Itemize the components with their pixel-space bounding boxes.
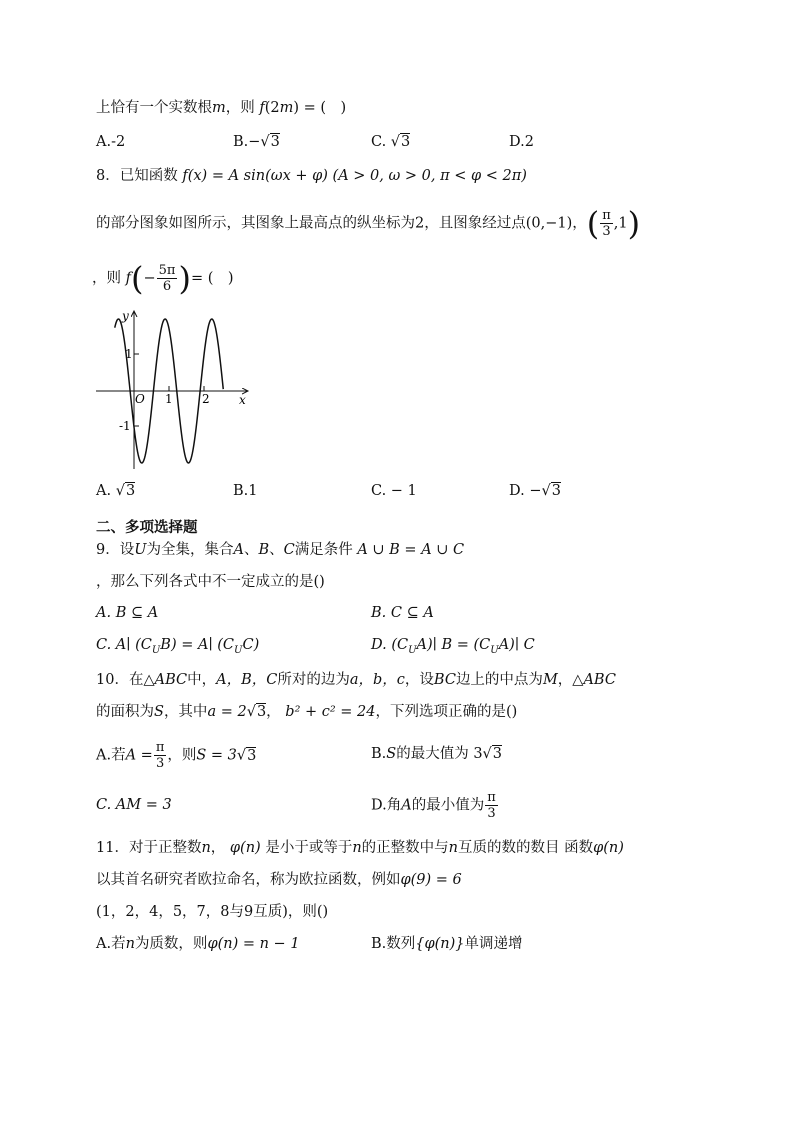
q10-option-a: A.若A = $\frac{\pi}{3}$ ，则S = 3√3 bbox=[96, 740, 257, 771]
q7-text: 上恰有一个实数根 bbox=[96, 100, 212, 116]
q10-opt-d-pre: D.角 bbox=[371, 797, 402, 814]
q11-l1c: 是小于或等于 bbox=[265, 840, 353, 856]
q9-opt-c-mid: B) = A∣ (C bbox=[160, 637, 235, 653]
q11-stem-line1 bbox=[96, 838, 624, 858]
q10-l2b: ，其中 bbox=[163, 704, 208, 720]
q8-line3-minus: − bbox=[143, 270, 156, 287]
q10-stem-line2: 的面积为S，其中a = 2√3， b² + c² = 24，下列选项正确的是() bbox=[96, 704, 518, 720]
q11-n3: n bbox=[448, 840, 459, 856]
q11-ex: φ(9) = 6 bbox=[400, 872, 462, 888]
q11-l1d: 的正整数中与 bbox=[361, 840, 449, 856]
q10-opt-b-pre: B. bbox=[371, 746, 387, 762]
origin-label: O bbox=[135, 392, 145, 406]
q10-opt-d-frac: $\frac{\pi}{3}$ bbox=[487, 790, 496, 821]
q11-opt-b-txt: 单调递增 bbox=[464, 936, 523, 952]
section-title: 二、多项选择题 bbox=[96, 520, 198, 536]
q10-tri2: △ABC bbox=[572, 672, 616, 688]
q8-comma: ， bbox=[572, 215, 587, 232]
q9-dot1: 、 bbox=[243, 542, 259, 558]
q10-l1f: ， bbox=[557, 672, 573, 688]
q9-A: A bbox=[233, 542, 244, 558]
q8-option-c: C. − 1 bbox=[371, 483, 417, 499]
q10-l1c: 所对的边为 bbox=[277, 672, 350, 688]
q10-S: S bbox=[154, 704, 164, 720]
q10-l1e: 边上的中点为 bbox=[455, 672, 543, 688]
q8-option-a: A. √3 bbox=[96, 483, 136, 499]
q10-M: M bbox=[542, 672, 558, 688]
q7-sep: ，则 bbox=[225, 100, 255, 116]
q10-opt-a-rad: 3 bbox=[247, 747, 257, 764]
q10-l2c: ， bbox=[266, 704, 281, 720]
q11-n: n bbox=[201, 840, 211, 856]
q9-opt-c-sub1: U bbox=[151, 644, 161, 656]
q10-opt-a-mid: ，则 bbox=[167, 747, 197, 764]
q11-opt-a-txt: 为质数，则 bbox=[134, 936, 208, 952]
q9-option-b: B. C ⊆ A bbox=[371, 605, 434, 621]
q7-arg: (2 bbox=[264, 100, 280, 116]
q8-line3-tail: = ( ) bbox=[190, 270, 234, 287]
q9-t2: 满足条件 bbox=[294, 542, 353, 558]
q11-l2: 以其首名研究者欧拉命名，称为欧拉函数，例如 bbox=[96, 872, 401, 888]
tick-x2-label: 2 bbox=[202, 392, 210, 406]
q10-l1a: 10．在 bbox=[96, 672, 144, 688]
q8-opt-a-rad: 3 bbox=[125, 483, 136, 499]
q10-opt-a-pre: A.若 bbox=[96, 747, 126, 764]
y-axis-label: y bbox=[122, 309, 129, 323]
q7-option-d: D.2 bbox=[509, 134, 534, 150]
q7-opt-b-label: B. bbox=[233, 134, 249, 150]
q10-opt-d-A: A bbox=[401, 797, 412, 814]
q9-opt-d-sub2: U bbox=[490, 644, 499, 656]
q11-l1b: ， bbox=[210, 840, 226, 856]
q10-opt-b-txt: 的最大值为 bbox=[396, 746, 469, 762]
q10-opt-b-S: S bbox=[386, 746, 397, 762]
q11-n2: n bbox=[352, 840, 362, 856]
q10-opt-d-txt: 的最小值为 bbox=[411, 797, 485, 814]
q8-opt-d-minus: − bbox=[529, 483, 542, 499]
q11-phin: φ(n) bbox=[229, 840, 261, 856]
q9-t1: 为全集，集合 bbox=[146, 542, 234, 558]
q8-opt-d-label: D. bbox=[509, 483, 525, 499]
q7-stem-line bbox=[96, 98, 346, 118]
q9-opt-c-sub2: U bbox=[234, 644, 243, 656]
q11-option-a bbox=[96, 934, 300, 954]
q11-stem-line3: (1，2，4，5，7，8与9互质)，则() bbox=[96, 904, 329, 920]
q10-abc: A，B，C bbox=[216, 672, 278, 688]
q9-stem-line2: ，那么下列各式中不一定成立的是() bbox=[96, 574, 325, 590]
q10-a-eq: a = 2 bbox=[207, 704, 247, 720]
q10-opt-a-S: S = 3 bbox=[196, 747, 237, 764]
q7-option-b: B.−√3 bbox=[233, 134, 280, 150]
q10-l1d: ，设 bbox=[404, 672, 434, 688]
q9-opt-c-end: C) bbox=[242, 637, 260, 653]
q7-var-m: m bbox=[212, 100, 226, 116]
q8-option-b: B.1 bbox=[233, 483, 258, 499]
q10-tri: △ABC bbox=[143, 672, 188, 688]
sine-graph bbox=[92, 305, 254, 471]
q9-U: U bbox=[134, 542, 147, 558]
q8-line2b: ，且图象经过点 bbox=[424, 215, 526, 232]
q9-opt-d-end: A)∣ C bbox=[498, 637, 535, 653]
q11-phin2: φ(n) bbox=[593, 840, 624, 856]
q10-opt-b-val: 3 bbox=[473, 746, 483, 762]
q8-opt-a-label: A. bbox=[96, 483, 112, 499]
q7-f: f bbox=[259, 100, 265, 116]
q9-cond: A ∪ B = A ∪ C bbox=[357, 542, 465, 558]
q8-stem-line1 bbox=[96, 166, 527, 186]
q10-l2a: 的面积为 bbox=[96, 704, 154, 720]
q8-pt2-tail: ,1 bbox=[613, 215, 628, 232]
q7-opt-c-label: C. bbox=[371, 134, 387, 150]
q10-BC: BC bbox=[433, 672, 456, 688]
q10-option-b: B.S的最大值为 3√3 bbox=[371, 746, 503, 762]
q9-option-c bbox=[96, 635, 259, 661]
q8-opt-d-rad: 3 bbox=[551, 483, 561, 499]
q7-option-a: A.-2 bbox=[96, 134, 126, 150]
q8-max: 2 bbox=[415, 215, 425, 232]
tick-ym1-label: -1 bbox=[119, 419, 131, 433]
q8-stem-line3: ，则 f(− $\frac{5\pi}{6}$ )= ( ) bbox=[92, 259, 234, 298]
q10-sides: a，b，c bbox=[349, 672, 405, 688]
q8-stem-line2: 的部分图象如图所示，其图象上最高点的纵坐标为2，且图象经过点(0,−1)，( $\frac{\pi}{3}$ ,1) bbox=[96, 204, 641, 243]
q8-line2: 的部分图象如图所示，其图象上最高点的纵坐标为 bbox=[96, 215, 415, 232]
q8-cond: (A > 0, ω > 0, π < φ < 2π) bbox=[332, 168, 527, 184]
q11-stem-line2 bbox=[96, 870, 462, 890]
q8-x: (x) bbox=[187, 168, 208, 184]
q9-opt-d-sub1: U bbox=[408, 644, 417, 656]
x-axis-label: x bbox=[239, 393, 246, 407]
q11-l1e: 互质的数的数目 函数 bbox=[458, 840, 594, 856]
q11-opt-a-n: n bbox=[125, 936, 135, 952]
q9-option-a: A. B ⊆ A bbox=[96, 605, 159, 621]
q10-a-rad: 3 bbox=[256, 704, 267, 720]
tick-y1-label: 1 bbox=[125, 347, 133, 361]
q8-line3a: ，则 bbox=[92, 270, 121, 287]
q11-opt-b-seq: {φ(n)} bbox=[415, 936, 465, 952]
q11-l1a: 11．对于正整数 bbox=[96, 840, 202, 856]
q9-C: C bbox=[283, 542, 295, 558]
q7-opt-b-minus: − bbox=[248, 134, 261, 150]
q10-l2d: ，下列选项正确的是() bbox=[375, 704, 518, 720]
q10-stem-line1 bbox=[96, 670, 616, 690]
q10-l1b: 中， bbox=[187, 672, 217, 688]
q11-opt-a-pre: A.若 bbox=[96, 936, 126, 952]
q8-f: f bbox=[182, 168, 188, 184]
q7-option-c: C. √3 bbox=[371, 134, 411, 150]
q9-stem-line1 bbox=[96, 540, 464, 560]
q7-opt-b-rad: 3 bbox=[270, 134, 280, 150]
q8-num: 8．已知函数 bbox=[96, 168, 178, 184]
q9-option-d bbox=[371, 635, 535, 661]
q7-opt-c-rad: 3 bbox=[401, 134, 411, 150]
q8-pt2-frac: $\frac{\pi}{3}$ bbox=[602, 208, 611, 239]
q8-line3-f: f bbox=[125, 270, 131, 287]
q8-option-d: D. −√3 bbox=[509, 483, 561, 499]
q9-num: 9．设 bbox=[96, 542, 135, 558]
q8-eq: = A sin(ωx + φ) bbox=[211, 168, 328, 184]
q10-opt-a-A: A = bbox=[125, 747, 153, 764]
q11-option-b bbox=[371, 934, 523, 954]
tick-x1-label: 1 bbox=[165, 392, 173, 406]
q11-opt-b-pre: B.数列 bbox=[371, 936, 416, 952]
q9-B: B bbox=[258, 542, 270, 558]
q8-arg-frac: $\frac{5\pi}{6}$ bbox=[158, 263, 176, 294]
q10-option-d bbox=[371, 790, 499, 821]
q10-opt-b-rad: 3 bbox=[492, 746, 503, 762]
q10-bc-eq: b² + c² = 24 bbox=[285, 704, 376, 720]
q7-tail2: ) = ( ) bbox=[293, 100, 347, 116]
q9-dot2: 、 bbox=[269, 542, 284, 558]
q10-opt-a-frac: $\frac{\pi}{3}$ bbox=[155, 740, 165, 771]
q9-opt-d-mid: A)∣ B = (C bbox=[416, 637, 491, 653]
q9-opt-c-a: C. A∣ (C bbox=[96, 637, 152, 653]
q9-opt-d-a: D. (C bbox=[371, 637, 409, 653]
q8-pt1: (0,−1) bbox=[525, 215, 573, 232]
q11-opt-a-eq: φ(n) = n − 1 bbox=[207, 936, 300, 952]
q7-argm: m bbox=[279, 100, 294, 116]
q10-option-c: C. AM = 3 bbox=[96, 797, 172, 813]
